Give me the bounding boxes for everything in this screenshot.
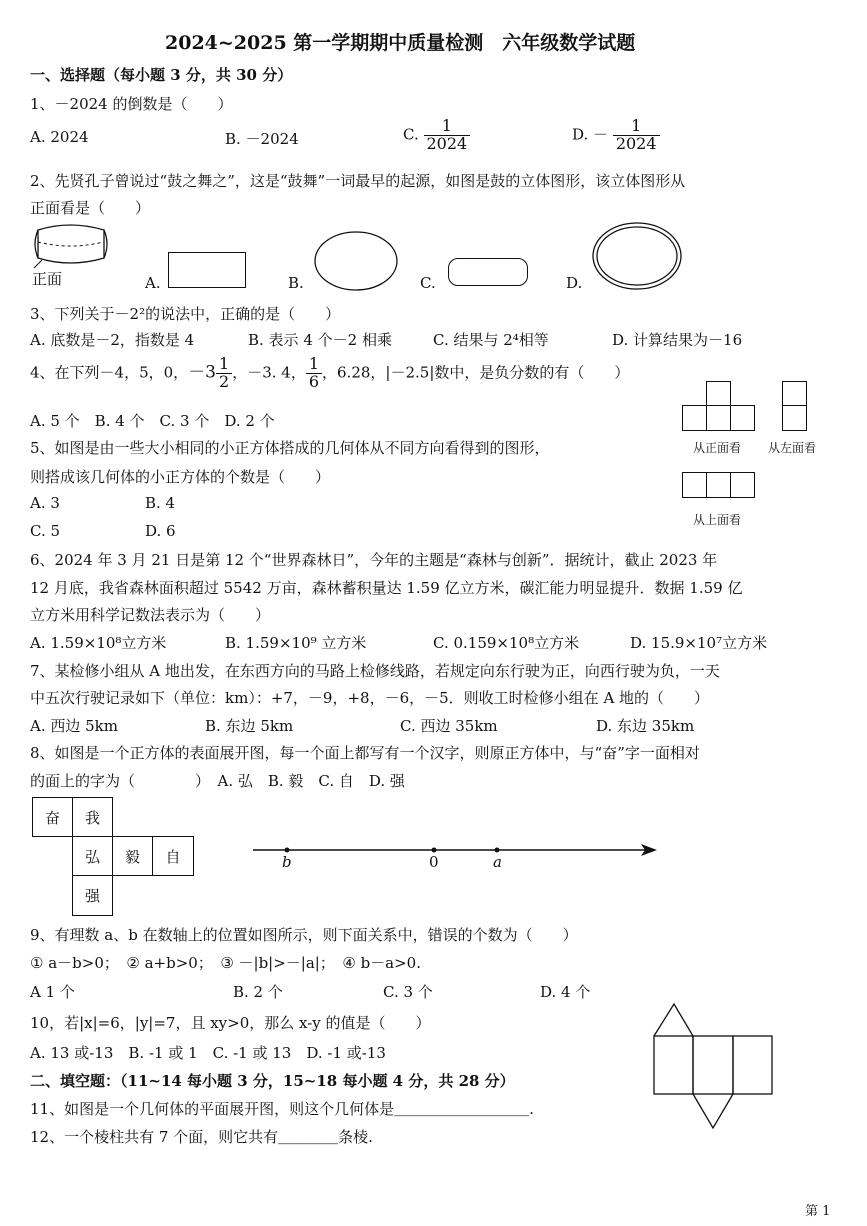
q5-option-d: D. 6 (145, 522, 176, 540)
q4-numerator: 1 (306, 356, 322, 374)
net-cell-zi: 自 (152, 836, 194, 876)
q4-stem-mid: ，－3. 4， (232, 363, 306, 382)
q4-denominator: 6 (308, 371, 320, 391)
q7-option-c: C. 西边 35km (400, 717, 498, 735)
q5-line-1: 5、如图是由一些大小相同的小正方体搭成的几何体从不同方向看得到的图形， (30, 439, 550, 457)
q3-stem: 3、下列关于－2²的说法中，正确的是（ ） (30, 305, 341, 323)
number-line-zero-label: 0 (429, 853, 439, 871)
q7-option-a: A. 西边 5km (30, 717, 118, 735)
q8-line-1: 8、如图是一个正方体的表面展开图，每一个面上都写有一个汉字，则原正方体中，与“奋”字一面相对 (30, 744, 700, 762)
q6-option-d: D. 15.9×10⁷立方米 (630, 634, 768, 652)
q1-c-numerator: 1 (424, 118, 471, 136)
q2-option-b-ellipse (312, 230, 400, 292)
drum-figure (28, 220, 114, 275)
net-cell-hong: 弘 (72, 836, 113, 876)
q2-option-b-label: B. (288, 274, 304, 292)
net-cell-wo: 我 (72, 797, 113, 837)
q2-option-c-rounded-rect (448, 258, 528, 286)
q6-line-2: 12 月底，我省森林面积超过 5542 万亩，森林蓄积量达 1.59 亿立方米，碳汇能力明显提升．数据 1.59 亿 (30, 579, 743, 597)
q3-option-d: D. 计算结果为－16 (612, 331, 743, 349)
q3-option-b: B. 表示 4 个－2 相乘 (248, 331, 392, 349)
q7-option-d: D. 东边 35km (596, 717, 695, 735)
q1-stem: 1、－2024 的倒数是（ ） (30, 95, 233, 113)
q5-top-view-cell (682, 472, 707, 498)
q5-top-view-caption: 从上面看 (693, 513, 742, 527)
q3-option-c: C. 结果与 2⁴相等 (433, 331, 549, 349)
q10-stem: 10，若|x|=6，|y|=7，且 xy>0，那么 x-y 的值是（ ） (30, 1014, 431, 1032)
q12-text: 12、一个棱柱共有 7 个面，则它共有＿＿＿＿条棱. (30, 1128, 373, 1146)
q5-front-view-cell (730, 405, 755, 431)
section-1-heading: 一、选择题（每小题 3 分，共 30 分） (30, 66, 293, 84)
q5-option-b: B. 4 (145, 494, 176, 512)
q9-relations: ① a－b>0； ② a+b>0； ③ －|b|>－|a|； ④ b－a>0. (30, 954, 421, 972)
q1-c-label: C. (403, 125, 419, 144)
q8-line-2: 的面上的字为（ ） A. 弘 B. 毅 C. 自 D. 强 (30, 772, 405, 790)
q9-stem: 9、有理数 a、b 在数轴上的位置如图所示，则下面关系中，错误的个数为（ ） (30, 926, 578, 944)
q6-line-3: 立方米用科学记数法表示为（ ） (30, 606, 271, 624)
q3-option-a: A. 底数是－2，指数是 4 (30, 331, 195, 349)
number-line (245, 836, 665, 876)
q7-line-1: 7、某检修小组从 A 地出发，在东西方向的马路上检修线路，若规定向东行驶为正，向西行驶为负，一天 (30, 662, 720, 680)
q9-option-d: D. 4 个 (540, 983, 591, 1001)
q5-left-view-cell (782, 405, 807, 431)
q5-option-c: C. 5 (30, 522, 61, 540)
q5-top-view-cell (730, 472, 755, 498)
q6-option-b: B. 1.59×10⁹ 立方米 (225, 634, 367, 652)
q1-option-d (572, 118, 660, 153)
q1-d-denominator: 2024 (615, 133, 657, 153)
q1-d-numerator: 1 (613, 118, 660, 136)
q5-front-view-cell (706, 381, 731, 406)
q1-option-b: B. －2024 (225, 130, 299, 148)
page-number: 第 1 (805, 1204, 831, 1219)
q9-option-b: B. 2 个 (233, 983, 283, 1001)
number-line-b-label: b (282, 853, 292, 871)
q1-d-label: D. － (572, 125, 609, 144)
number-line-a-label: a (493, 853, 502, 871)
section-2-heading: 二、填空题：（11~14 每小题 3 分，15~18 每小题 4 分，共 28 分） (30, 1072, 515, 1090)
q4-fraction (306, 356, 322, 391)
q9-option-c: C. 3 个 (383, 983, 433, 1001)
q4-stem-post: ，6.28，|－2.5|数中，是负分数的有（ ） (322, 363, 630, 382)
q2-option-a-label: A. (145, 274, 161, 292)
q4-stem-pre: 4、在下列－4，5，0， (30, 363, 189, 382)
q4-stem (30, 356, 629, 391)
q5-line-2: 则搭成该几何体的小正方体的个数是（ ） (30, 468, 331, 486)
net-cell-qiang: 强 (72, 875, 113, 916)
q10-options: A. 13 或-13 B. -1 或 1 C. -1 或 13 D. -1 或-13 (30, 1044, 386, 1062)
q4-mixed-whole: －3 (188, 362, 217, 383)
q5-left-view-caption: 从左面看 (768, 441, 817, 455)
q7-option-b: B. 东边 5km (205, 717, 294, 735)
q4-options: A. 5 个 B. 4 个 C. 3 个 D. 2 个 (30, 412, 275, 430)
q2-option-a-rectangle (168, 252, 246, 288)
q4-mixed-denominator: 2 (219, 371, 230, 391)
page-title: 2024~2025 第一学期期中质量检测 六年级数学试题 (165, 32, 636, 54)
q2-line-1: 2、先贤孔子曾说过“鼓之舞之”，这是“鼓舞”一词最早的起源，如图是鼓的立体图形，该立体图形从 (30, 172, 686, 190)
q6-option-c: C. 0.159×10⁸立方米 (433, 634, 580, 652)
q4-mixed-fraction (216, 356, 232, 391)
q1-option-c (403, 118, 470, 153)
q5-option-a: A. 3 (30, 494, 60, 512)
drum-front-label: 正面 (32, 270, 63, 288)
q9-option-a: A 1 个 (30, 983, 75, 1001)
q1-d-fraction (613, 118, 660, 153)
net-cell-yi: 毅 (112, 836, 153, 876)
prism-net-figure (650, 998, 776, 1134)
q5-front-view-caption: 从正面看 (693, 441, 742, 455)
q2-option-d-double-ellipse (590, 220, 686, 292)
q1-option-a: A. 2024 (30, 128, 89, 146)
q7-line-2: 中五次行驶记录如下（单位：km）：+7，－9，+8，－6，－5．则收工时检修小组在 A 地的（ ） (30, 689, 710, 707)
q2-line-2: 正面看是（ ） (30, 199, 151, 217)
q4-mixed-numerator: 1 (216, 356, 232, 374)
q2-option-d-label: D. (566, 274, 583, 292)
q6-line-1: 6、2024 年 3 月 21 日是第 12 个“世界森林日”，今年的主题是“森林与创新”．据统计，截止 2023 年 (30, 551, 718, 569)
q5-left-view-cell (782, 381, 807, 406)
q6-option-a: A. 1.59×10⁸立方米 (30, 634, 167, 652)
q5-front-view-cell (682, 405, 707, 431)
q5-top-view-cell (706, 472, 731, 498)
q2-option-c-label: C. (420, 274, 436, 292)
q5-front-view-cell (706, 405, 731, 431)
q1-c-denominator: 2024 (426, 133, 468, 153)
q11-text: 11、如图是一个几何体的平面展开图，则这个几何体是＿＿＿＿＿＿＿＿＿. (30, 1100, 534, 1118)
q1-c-fraction (424, 118, 471, 153)
net-cell-fen: 奋 (32, 797, 73, 837)
